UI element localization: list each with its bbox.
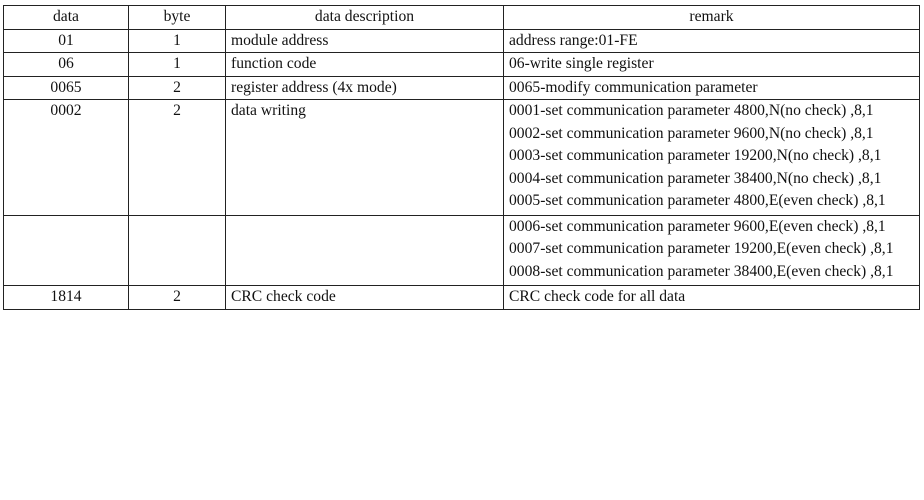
- cell-remark: [504, 215, 920, 286]
- cell-description: data writing: [226, 100, 504, 216]
- remark-line: 0001-set communication parameter 4800,N(no check) ,8,1: [509, 102, 874, 119]
- cell-data: 06: [4, 53, 129, 77]
- remark-line: 0002-set communication parameter 9600,N(no check) ,8,1: [509, 124, 874, 142]
- cell-byte: 2: [129, 76, 226, 100]
- remark-line: 0003-set communication parameter 19200,N(no check) ,8,1: [509, 147, 882, 164]
- table-row: [4, 215, 920, 286]
- cell-description: [226, 215, 504, 286]
- cell-remark: [504, 76, 920, 100]
- remark-line: 0005-set communication parameter 4800,E(even check) ,8,1: [509, 192, 886, 209]
- table-header: [4, 6, 920, 30]
- cell-byte: 1: [129, 29, 226, 53]
- cell-data: 0065: [4, 76, 129, 100]
- cell-remark: [504, 286, 920, 310]
- remark-line: 0006-set communication parameter 9600,E(even check) ,8,1: [509, 217, 886, 235]
- remark-line: 0065-modify communication parameter: [509, 78, 758, 96]
- header-data: data: [4, 6, 129, 30]
- table-row: [4, 100, 920, 216]
- remark-line: 0004-set communication parameter 38400,N(no check) ,8,1: [509, 169, 882, 187]
- header-remark: remark: [504, 6, 920, 30]
- header-description: data description: [226, 6, 504, 30]
- remark-line: 0007-set communication parameter 19200,E(even check) ,8,1: [509, 240, 894, 257]
- cell-byte: 1: [129, 53, 226, 77]
- remark-line: address range:01-FE: [509, 31, 638, 49]
- cell-data: 0002: [4, 100, 129, 216]
- cell-description: function code: [226, 53, 504, 77]
- remark-line: CRC check code for all data: [509, 288, 686, 305]
- cell-byte: 2: [129, 286, 226, 310]
- table-body: [4, 29, 920, 309]
- table-row: [4, 76, 920, 100]
- table-row: [4, 286, 920, 310]
- cell-remark: [504, 29, 920, 53]
- remark-line: 0008-set communication parameter 38400,E(even check) ,8,1: [509, 262, 894, 280]
- header-byte: byte: [129, 6, 226, 30]
- table-row: [4, 29, 920, 53]
- cell-description: register address (4x mode): [226, 76, 504, 100]
- cell-remark: [504, 100, 920, 216]
- header-row: [4, 6, 920, 30]
- cell-byte: 2: [129, 100, 226, 216]
- cell-data: 01: [4, 29, 129, 53]
- table-row: [4, 53, 920, 77]
- remark-line: 06-write single register: [509, 55, 654, 72]
- cell-data: [4, 215, 129, 286]
- cell-remark: [504, 53, 920, 77]
- register-write-table: [3, 5, 920, 310]
- cell-data: 1814: [4, 286, 129, 310]
- cell-description: CRC check code: [226, 286, 504, 310]
- cell-description: module address: [226, 29, 504, 53]
- cell-byte: [129, 215, 226, 286]
